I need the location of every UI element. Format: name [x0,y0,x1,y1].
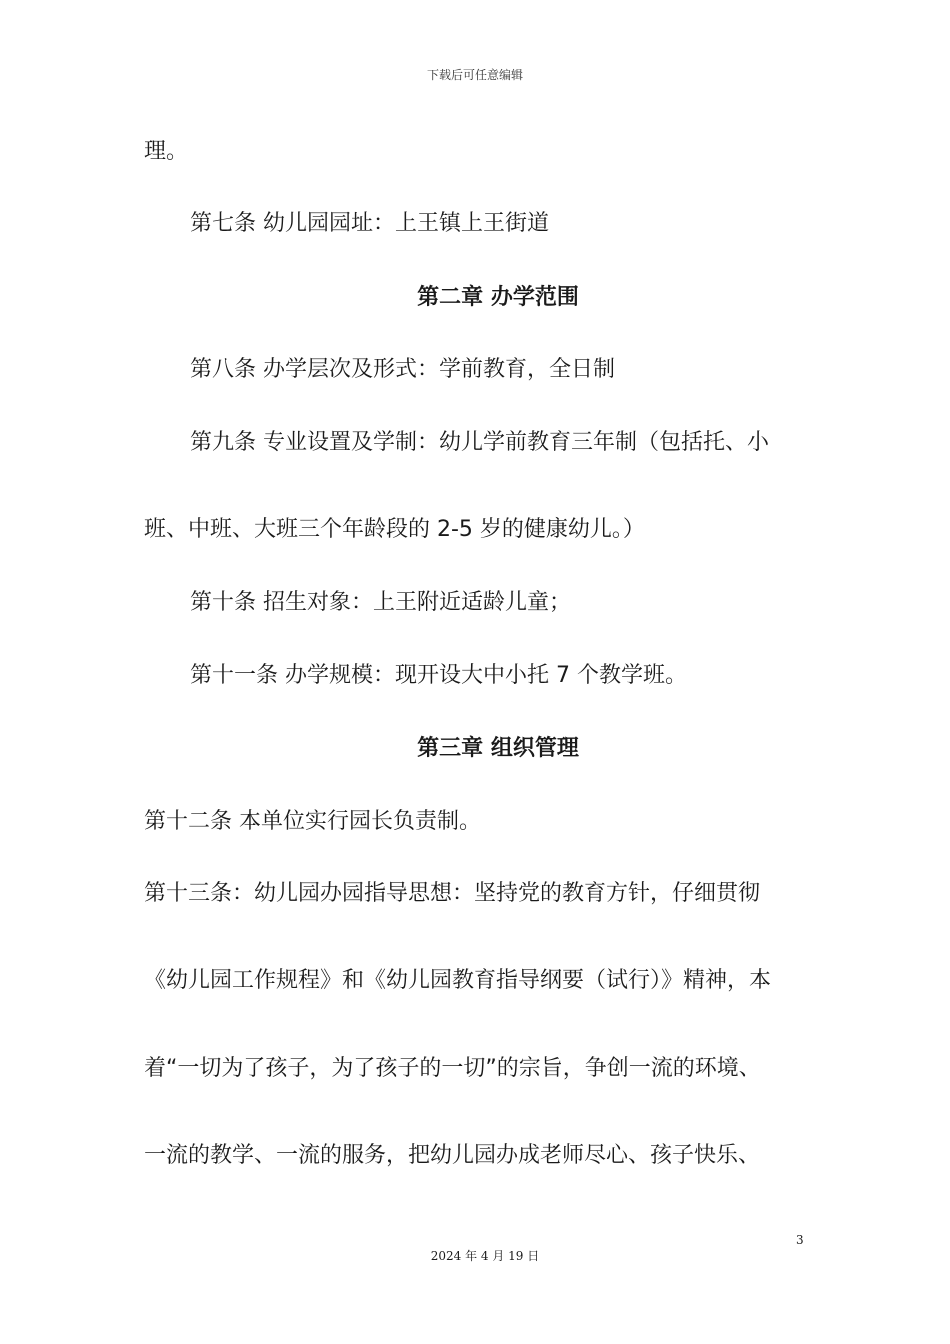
article-13-continued-2: 着“一切为了孩子，为了孩子的一切”的宗旨，争创一流的环境、 [144,1056,761,1081]
article-10: 第十条 招生对象：上王附近适龄儿童； [190,590,571,615]
article-9-continued: 班、中班、大班三个年龄段的 2-5 岁的健康幼儿。） [144,517,645,542]
article-12: 第十二条 本单位实行园长负责制。 [144,809,481,834]
article-13-continued-1: 《幼儿园工作规程》和《幼儿园教育指导纲要（试行）》精神，本 [144,968,772,993]
article-13-continued-3: 一流的教学、一流的服务，把幼儿园办成老师尽心、孩子快乐、 [144,1143,761,1168]
chapter-3-heading: 第三章 组织管理 [417,736,579,761]
article-7: 第七条 幼儿园园址：上王镇上王街道 [190,211,549,236]
footer-date: 2024 年 4 月 19 日 [430,1249,540,1263]
article-9: 第九条 专业设置及学制：幼儿学前教育三年制（包括托、小 [190,430,769,455]
page-number: 3 [796,1233,804,1247]
article-13: 第十三条：幼儿园办园指导思想：坚持党的教育方针，仔细贯彻 [144,881,761,906]
chapter-2-heading: 第二章 办学范围 [417,285,579,310]
article-8: 第八条 办学层次及形式：学前教育，全日制 [190,357,615,382]
article-11: 第十一条 办学规模：现开设大中小托 7 个教学班。 [190,663,687,688]
page-header: 下载后可任意编辑 [426,68,523,82]
paragraph-line: 理。 [144,139,189,164]
